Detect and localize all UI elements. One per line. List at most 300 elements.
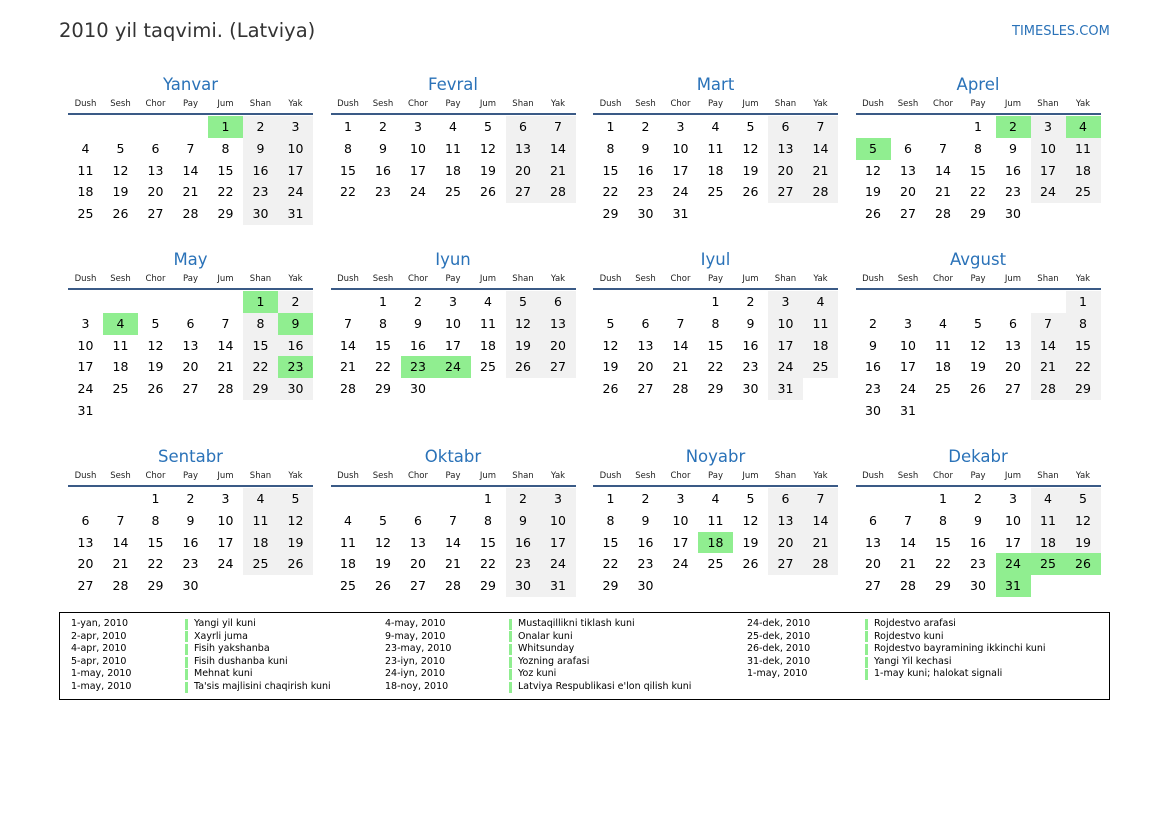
weekday-label: Shan	[1037, 99, 1059, 109]
holiday-column	[71, 618, 331, 694]
day-cell: 2	[869, 315, 877, 331]
day-cell: 21	[445, 556, 461, 572]
day-cell: 3	[768, 291, 803, 313]
day-cell: 8	[243, 313, 278, 335]
day-cell: 4	[711, 491, 720, 506]
day-cell: 16	[742, 337, 759, 353]
empty-cell	[856, 116, 891, 138]
day-cell: 30	[410, 381, 426, 397]
holiday-name-text: Rojdestvo bayramining ikkinchi kuni	[874, 643, 1046, 655]
day-cell: 20	[637, 359, 654, 375]
day-cell: 13	[182, 337, 199, 353]
empty-cell	[68, 291, 103, 313]
weekday-label: Jum	[217, 99, 234, 109]
empty-cell	[331, 488, 366, 510]
day-cell: 17	[541, 532, 576, 554]
weekday-label: Yak	[813, 274, 828, 284]
day-cell: 29	[707, 381, 724, 397]
holiday-legend	[59, 612, 1110, 700]
weekday-header	[68, 272, 313, 290]
site-link[interactable]: TIMESLES.COM	[1012, 24, 1110, 39]
month-title: May	[173, 250, 208, 269]
day-cell: 30	[182, 578, 199, 594]
weekday-label: Shan	[774, 274, 797, 284]
holiday-name	[185, 668, 253, 681]
day-cell: 10	[217, 512, 234, 528]
day-cell: 28	[1031, 378, 1066, 400]
day-cell: 11	[707, 512, 724, 528]
day-cell: 4	[803, 291, 838, 313]
month-title: Fevral	[428, 75, 478, 94]
weekday-label: Dush	[862, 471, 884, 481]
day-cell: 25	[1066, 181, 1101, 203]
weekday-label: Dush	[337, 471, 359, 481]
day-cell: 12	[742, 512, 759, 528]
day-cell: 26	[375, 578, 391, 594]
holiday-marker	[509, 669, 512, 680]
day-cell: 1	[974, 119, 982, 134]
day-cell: 24	[541, 553, 576, 575]
day-cell: 20	[541, 335, 576, 357]
empty-cell	[803, 575, 838, 597]
empty-cell	[856, 291, 891, 313]
day-cell: 17	[672, 162, 689, 178]
day-grid	[68, 488, 313, 597]
day-cell: 11	[707, 140, 724, 156]
empty-cell	[541, 378, 576, 400]
day-cell: 5	[116, 140, 125, 156]
weekday-label: Dush	[337, 99, 359, 109]
holiday-date: 18-noy, 2010	[385, 680, 449, 692]
day-cell: 14	[935, 162, 951, 178]
empty-cell	[506, 378, 541, 400]
month-calendar	[593, 446, 838, 597]
day-cell: 15	[1066, 335, 1101, 357]
day-cell: 19	[1066, 532, 1101, 554]
weekday-label: Shan	[512, 471, 534, 481]
day-cell: 14	[900, 534, 916, 550]
day-cell: 2	[641, 119, 650, 134]
day-cell: 12	[1066, 510, 1101, 532]
weekday-label: Jum	[217, 274, 234, 284]
weekday-label: Pay	[445, 274, 461, 284]
day-cell: 6	[1009, 315, 1017, 331]
weekday-label: Jum	[479, 99, 497, 109]
day-cell: 22	[970, 184, 986, 200]
day-cell: 29	[147, 578, 164, 594]
day-cell: 26	[480, 184, 496, 200]
day-cell: 19	[742, 162, 759, 178]
holiday-name-text: Xayrli juma	[194, 630, 248, 642]
empty-cell	[593, 291, 628, 313]
weekday-label: Dush	[599, 274, 622, 284]
weekday-label: Jum	[479, 471, 497, 481]
month-calendar	[68, 74, 313, 225]
weekday-label: Shan	[1037, 471, 1059, 481]
day-cell: 18	[445, 162, 461, 178]
day-cell: 13	[865, 534, 881, 550]
holiday-date: 5-apr, 2010	[71, 655, 127, 667]
day-cell: 27	[541, 356, 576, 378]
day-cell: 23	[865, 381, 881, 397]
weekday-header	[331, 469, 576, 487]
holiday-day-cell: 4	[1066, 116, 1101, 138]
holiday-date: 2-apr, 2010	[71, 630, 127, 642]
day-grid	[593, 116, 838, 225]
holiday-marker	[865, 631, 868, 642]
day-cell: 10	[900, 337, 916, 353]
day-cell: 20	[410, 556, 426, 572]
day-cell: 24	[1031, 181, 1066, 203]
day-cell: 21	[803, 532, 838, 554]
day-cell: 10	[77, 337, 94, 353]
day-cell: 28	[935, 206, 951, 222]
holiday-date: 1-yan, 2010	[71, 618, 128, 629]
holiday-date: 23-iyn, 2010	[385, 655, 446, 667]
day-cell: 5	[974, 315, 982, 331]
day-cell: 4	[449, 119, 457, 134]
day-cell: 27	[506, 181, 541, 203]
day-cell: 1	[151, 491, 160, 506]
weekday-label: Chor	[670, 99, 691, 109]
empty-cell	[208, 400, 243, 422]
day-cell: 11	[480, 315, 496, 331]
day-cell: 21	[217, 359, 234, 375]
weekday-label: Yak	[1075, 274, 1091, 284]
empty-cell	[436, 488, 471, 510]
weekday-label: Yak	[550, 471, 566, 481]
day-cell: 22	[147, 556, 164, 572]
empty-cell	[173, 291, 208, 313]
day-cell: 24	[900, 381, 916, 397]
holiday-row	[71, 656, 331, 669]
weekday-label: Pay	[183, 274, 198, 284]
day-cell: 24	[278, 181, 313, 203]
day-cell: 17	[1005, 534, 1021, 550]
holiday-day-cell: 31	[996, 575, 1031, 597]
day-cell: 9	[414, 315, 422, 331]
day-cell: 17	[217, 534, 234, 550]
day-cell: 12	[278, 510, 313, 532]
day-cell: 21	[182, 184, 199, 200]
day-cell: 1	[606, 119, 615, 134]
day-cell: 3	[278, 116, 313, 138]
day-cell: 2	[974, 491, 982, 506]
day-cell: 4	[711, 119, 720, 134]
holiday-date: 26-dek, 2010	[747, 643, 811, 655]
day-cell: 4	[939, 315, 947, 331]
holiday-name-text: Fisih yakshanba	[194, 643, 270, 655]
day-cell: 6	[81, 512, 90, 528]
day-cell: 20	[768, 532, 803, 554]
weekday-label: Shan	[249, 274, 272, 284]
day-cell: 15	[970, 162, 986, 178]
month-calendar	[331, 446, 576, 597]
weekday-label: Pay	[970, 274, 986, 284]
holiday-marker	[865, 619, 868, 630]
day-cell: 4	[344, 512, 352, 528]
month-title: Aprel	[956, 75, 1000, 94]
weekday-label: Dush	[599, 471, 622, 481]
empty-cell	[733, 575, 768, 597]
day-cell: 6	[151, 140, 160, 156]
day-cell: 28	[112, 578, 129, 594]
day-cell: 12	[865, 162, 881, 178]
day-cell: 29	[480, 578, 496, 594]
day-cell: 19	[865, 184, 881, 200]
day-cell: 28	[217, 381, 234, 397]
holiday-day-cell: 24	[996, 553, 1031, 575]
day-cell: 20	[768, 160, 803, 182]
day-cell: 10	[1005, 512, 1021, 528]
weekday-label: Dush	[74, 274, 97, 284]
day-cell: 30	[970, 578, 986, 594]
weekday-label: Yak	[1075, 471, 1091, 481]
day-cell: 8	[606, 140, 615, 156]
day-cell: 2	[641, 491, 650, 506]
day-cell: 16	[637, 162, 654, 178]
day-cell: 29	[935, 578, 951, 594]
weekday-header	[856, 272, 1101, 290]
holiday-name	[185, 643, 270, 656]
empty-cell	[891, 291, 926, 313]
empty-cell	[926, 291, 961, 313]
day-cell: 18	[707, 162, 724, 178]
day-cell: 23	[1005, 184, 1021, 200]
empty-cell	[926, 116, 961, 138]
empty-cell	[436, 378, 471, 400]
holiday-day-cell: 23	[401, 356, 436, 378]
day-cell: 5	[606, 315, 615, 331]
day-cell: 2	[243, 116, 278, 138]
day-cell: 19	[147, 359, 164, 375]
day-cell: 16	[243, 160, 278, 182]
day-cell: 21	[672, 359, 689, 375]
holiday-date: 24-dek, 2010	[747, 618, 811, 629]
weekday-label: Jum	[217, 471, 234, 481]
day-cell: 22	[243, 356, 278, 378]
day-cell: 9	[641, 512, 650, 528]
day-cell: 13	[900, 162, 916, 178]
weekday-label: Shan	[249, 471, 272, 481]
day-cell: 4	[1031, 488, 1066, 510]
month-title: Iyul	[700, 250, 731, 269]
month-title: Sentabr	[158, 447, 223, 466]
day-cell: 16	[278, 335, 313, 357]
day-cell: 8	[974, 140, 982, 156]
weekday-label: Yak	[1075, 99, 1091, 109]
day-cell: 2	[379, 119, 387, 134]
empty-cell	[803, 378, 838, 400]
day-cell: 18	[935, 359, 951, 375]
holiday-name-text: Latviya Respublikasi e'lon qilish kuni	[518, 680, 692, 692]
day-cell: 22	[602, 184, 619, 200]
day-cell: 30	[637, 578, 654, 594]
empty-cell	[996, 400, 1031, 422]
holiday-name-text: Mustaqillikni tiklash kuni	[518, 618, 635, 629]
day-cell: 4	[81, 140, 90, 156]
day-cell: 9	[186, 512, 195, 528]
day-cell: 20	[506, 160, 541, 182]
day-cell: 30	[742, 381, 759, 397]
day-cell: 14	[182, 162, 199, 178]
day-cell: 1	[711, 294, 720, 309]
weekday-header	[331, 272, 576, 290]
day-cell: 4	[484, 294, 492, 309]
day-cell: 27	[147, 206, 164, 222]
day-cell: 19	[602, 359, 619, 375]
day-cell: 10	[278, 138, 313, 160]
day-cell: 25	[243, 553, 278, 575]
day-cell: 14	[672, 337, 689, 353]
weekday-label: Chor	[145, 274, 166, 284]
empty-cell	[768, 575, 803, 597]
day-cell: 8	[379, 315, 387, 331]
day-cell: 12	[506, 313, 541, 335]
holiday-marker	[865, 669, 868, 680]
month-calendar	[856, 74, 1101, 225]
holiday-marker	[185, 619, 188, 630]
weekday-label: Sesh	[897, 471, 919, 481]
empty-cell	[68, 116, 103, 138]
day-cell: 26	[865, 206, 881, 222]
empty-cell	[1031, 575, 1066, 597]
day-cell: 11	[243, 510, 278, 532]
empty-cell	[278, 575, 313, 597]
day-cell: 5	[746, 119, 755, 134]
day-cell: 9	[641, 140, 650, 156]
day-cell: 24	[672, 556, 689, 572]
day-cell: 17	[1031, 160, 1066, 182]
day-cell: 19	[278, 532, 313, 554]
day-cell: 7	[541, 116, 576, 138]
day-cell: 7	[221, 315, 230, 331]
empty-cell	[733, 203, 768, 225]
holiday-marker	[509, 657, 512, 668]
day-cell: 26	[742, 556, 759, 572]
day-cell: 22	[602, 556, 619, 572]
day-cell: 25	[935, 381, 951, 397]
day-cell: 7	[449, 512, 457, 528]
weekday-label: Shan	[249, 99, 272, 109]
weekday-header	[593, 272, 838, 290]
holiday-name-text: Onalar kuni	[518, 630, 573, 642]
empty-cell	[926, 400, 961, 422]
day-cell: 23	[637, 556, 654, 572]
empty-cell	[891, 116, 926, 138]
day-cell: 31	[768, 378, 803, 400]
day-cell: 7	[939, 140, 947, 156]
day-cell: 10	[410, 140, 426, 156]
month-calendar	[593, 74, 838, 225]
empty-cell	[138, 400, 173, 422]
month-title: Dekabr	[948, 447, 1008, 466]
day-cell: 2	[278, 291, 313, 313]
holiday-marker	[509, 644, 512, 655]
empty-cell	[961, 400, 996, 422]
day-cell: 18	[1031, 532, 1066, 554]
day-cell: 6	[904, 140, 912, 156]
holiday-name-text: Whitsunday	[518, 643, 575, 655]
month-calendar	[856, 249, 1101, 422]
day-cell: 17	[77, 359, 94, 375]
holiday-row	[385, 681, 691, 694]
holiday-row	[71, 618, 331, 631]
holiday-name-text: Yozning arafasi	[518, 655, 590, 667]
day-cell: 24	[77, 381, 94, 397]
weekday-header	[68, 469, 313, 487]
month-title: Noyabr	[685, 447, 746, 466]
day-cell: 27	[900, 206, 916, 222]
holiday-marker	[185, 669, 188, 680]
holiday-column	[385, 618, 691, 694]
day-cell: 2	[414, 294, 422, 309]
day-cell: 28	[803, 553, 838, 575]
day-cell: 10	[1031, 138, 1066, 160]
day-cell: 6	[641, 315, 650, 331]
weekday-label: Shan	[512, 274, 534, 284]
weekday-label: Shan	[512, 99, 534, 109]
day-cell: 20	[1005, 359, 1021, 375]
day-cell: 28	[340, 381, 356, 397]
holiday-name	[865, 668, 1002, 681]
day-cell: 21	[112, 556, 129, 572]
day-cell: 29	[602, 206, 619, 222]
weekday-header	[593, 469, 838, 487]
empty-cell	[1031, 203, 1066, 225]
month-calendar	[68, 446, 313, 597]
empty-cell	[856, 488, 891, 510]
holiday-date: 24-iyn, 2010	[385, 668, 446, 680]
day-cell: 18	[112, 359, 129, 375]
weekday-label: Jum	[479, 274, 497, 284]
day-cell: 13	[410, 534, 426, 550]
weekday-label: Yak	[550, 274, 566, 284]
day-cell: 20	[182, 359, 199, 375]
day-cell: 3	[676, 491, 685, 506]
day-cell: 6	[414, 512, 422, 528]
day-cell: 1	[379, 294, 387, 309]
day-cell: 17	[768, 335, 803, 357]
day-cell: 14	[445, 534, 461, 550]
day-cell: 18	[803, 335, 838, 357]
day-cell: 27	[768, 181, 803, 203]
holiday-row	[71, 668, 331, 681]
holiday-name	[509, 656, 589, 669]
empty-cell	[698, 575, 733, 597]
weekday-label: Jum	[742, 99, 759, 109]
day-cell: 22	[707, 359, 724, 375]
day-cell: 28	[182, 206, 199, 222]
holiday-row	[385, 618, 691, 631]
weekday-label: Pay	[445, 99, 461, 109]
day-cell: 9	[243, 138, 278, 160]
holiday-date: 1-may, 2010	[747, 668, 808, 680]
day-cell: 18	[77, 184, 94, 200]
day-cell: 24	[217, 556, 234, 572]
day-cell: 16	[506, 532, 541, 554]
empty-cell	[366, 488, 401, 510]
day-cell: 17	[278, 160, 313, 182]
weekday-label: Yak	[288, 274, 303, 284]
holiday-marker	[185, 644, 188, 655]
weekday-label: Sesh	[635, 274, 656, 284]
day-cell: 6	[768, 116, 803, 138]
day-cell: 19	[112, 184, 129, 200]
weekday-label: Chor	[145, 99, 166, 109]
weekday-label: Jum	[1004, 99, 1022, 109]
weekday-label: Pay	[970, 471, 986, 481]
